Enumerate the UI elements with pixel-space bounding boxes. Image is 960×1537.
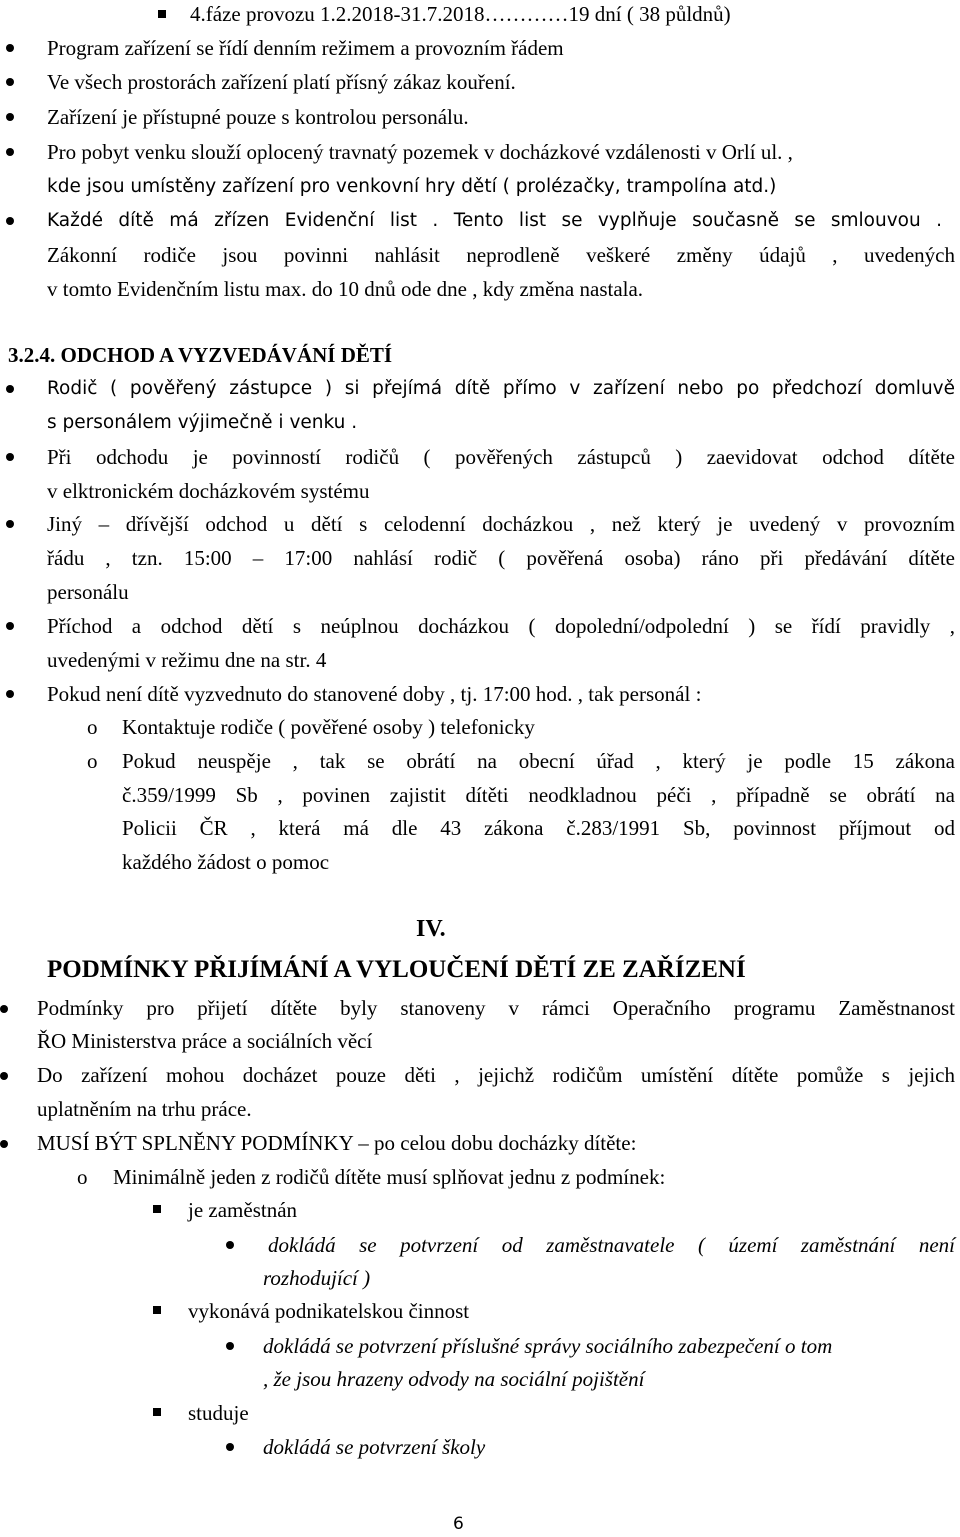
bullet-icon [6, 148, 14, 156]
sub-bullet-o: o [87, 715, 98, 739]
list-item: Při odchodu je povinností rodičů ( pověřených zástupců ) zaevidovat odchod dítěte [47, 445, 955, 469]
list-item-cont: personálu [47, 580, 129, 604]
chapter-title: PODMÍNKY PŘIJÍMÁNÍ A VYLOUČENÍ DĚTÍ ZE ZAŘÍZENÍ [47, 956, 746, 983]
bullet-icon [226, 1443, 234, 1451]
bullet-icon [6, 520, 14, 528]
section-heading: 3.2.4. ODCHOD A VYZVEDÁVÁNÍ DĚTÍ [8, 343, 393, 367]
sub-list-item: Pokud neuspěje , tak se obrátí na obecní úřad , který je podle 15 zákona [122, 749, 955, 773]
list-item-cont: v elktronickém docházkovém systému [47, 479, 370, 503]
bullet-icon [6, 690, 14, 698]
list-item: Ve všech prostorách zařízení platí přísný zákaz kouření. [47, 70, 516, 94]
bullet-icon [0, 1005, 8, 1013]
bullet-icon [6, 217, 14, 225]
list-item: Rodič ( pověřený zástupce ) si přejímá dítě přímo v zařízení nebo po předchozí domluvě [47, 378, 955, 399]
bullet-icon [6, 113, 14, 121]
list-item: Příchod a odchod dětí s neúplnou docházkou ( dopolední/odpolední ) se řídí pravidly , [47, 614, 955, 638]
list-item-cont: uplatněním na trhu práce. [37, 1097, 252, 1121]
sub-list-item-cont: každého žádost o pomoc [122, 850, 330, 874]
list-item-cont: uvedenými v režimu dne na str. 4 [47, 648, 327, 672]
sub-bullet-o: o [77, 1165, 88, 1189]
condition-doc-cont: , že jsou hrazeny odvody na sociální pojištění [263, 1367, 645, 1391]
sub-list-item-cont: Policii ČR , která má dle 43 zákona č.283/1991 Sb, povinnost příjmout od [122, 816, 955, 840]
list-item-cont: řádu , tzn. 15:00 – 17:00 nahlásí rodič ( pověřená osoba) ráno při předávání dítěte [47, 546, 955, 570]
condition-item: studuje [188, 1401, 249, 1425]
bullet-icon [6, 453, 14, 461]
list-item-cont: Zákonní rodiče jsou povinni nahlásit neprodleně veškeré změny údajů , uvedených [47, 243, 955, 267]
list-item: Zařízení je přístupné pouze s kontrolou personálu. [47, 105, 469, 129]
square-bullet-icon [153, 1205, 161, 1213]
sub-bullet-o: o [87, 749, 98, 773]
square-bullet-icon [153, 1408, 161, 1416]
square-bullet-icon [158, 10, 166, 18]
square-bullet-icon [153, 1306, 161, 1314]
condition-doc-cont: rozhodující ) [263, 1266, 371, 1290]
condition-item: je zaměstnán [188, 1198, 298, 1222]
list-item: Jiný – dřívější odchod u dětí s celodenní docházkou , než který je uvedený v provozním [47, 512, 955, 536]
sub-list-item: Kontaktuje rodiče ( pověřené osoby ) telefonicky [122, 715, 535, 739]
list-item-cont: s personálem výjimečně i venku . [47, 412, 358, 433]
sub-list-item: Minimálně jeden z rodičů dítěte musí splňovat jednu z podmínek: [113, 1165, 666, 1189]
bullet-icon [6, 78, 14, 86]
list-item: Do zařízení mohou docházet pouze děti , jejichž rodičům umístění dítěte pomůže s jejich [37, 1063, 955, 1087]
condition-doc: dokládá se potvrzení od zaměstnavatele ( území zaměstnání není [268, 1233, 955, 1257]
list-item: Program zařízení se řídí denním režimem a provozním řádem [47, 36, 564, 60]
bullet-icon [0, 1072, 8, 1080]
bullet-icon [6, 44, 14, 52]
list-item-cont: kde jsou umístěny zařízení pro venkovní hry dětí ( prolézačky, trampolína atd.) [47, 176, 777, 197]
list-item: MUSÍ BÝT SPLNĚNY PODMÍNKY – po celou dobu docházky dítěte: [37, 1131, 637, 1155]
page-number: 6 [453, 1514, 464, 1534]
list-item: Pokud není dítě vyzvednuto do stanovené doby , tj. 17:00 hod. , tak personál : [47, 682, 702, 706]
list-item: Každé dítě má zřízen Evidenční list . Tento list se vyplňuje současně se smlouvou . [47, 210, 942, 231]
condition-item: vykonává podnikatelskou činnost [188, 1299, 470, 1323]
bullet-icon [226, 1342, 234, 1350]
bullet-icon [0, 1140, 8, 1148]
condition-doc: dokládá se potvrzení příslušné správy sociálního zabezpečení o tom [263, 1334, 833, 1358]
list-item-cont: v tomto Evidenčním listu max. do 10 dnů ode dne , kdy změna nastala. [47, 277, 644, 301]
list-item-cont: ŘO Ministerstva práce a sociálních věcí [37, 1029, 373, 1053]
list-item: Podmínky pro přijetí dítěte byly stanoveny v rámci Operačního programu Zaměstnanost [37, 996, 955, 1020]
phase-line: 4.fáze provozu 1.2.2018-31.7.2018…………19 dní ( 38 půldnů) [190, 2, 731, 26]
bullet-icon [6, 385, 14, 393]
condition-doc: dokládá se potvrzení školy [263, 1435, 486, 1459]
bullet-icon [6, 622, 14, 630]
bullet-icon [226, 1241, 234, 1249]
sub-list-item-cont: č.359/1999 Sb , povinen zajistit dítěti neodkladnou péči , případně se obrátí na [122, 783, 955, 807]
list-item: Pro pobyt venku slouží oplocený travnatý pozemek v docházkové vzdálenosti v Orlí ul. , [47, 140, 793, 164]
chapter-numeral: IV. [416, 916, 446, 942]
